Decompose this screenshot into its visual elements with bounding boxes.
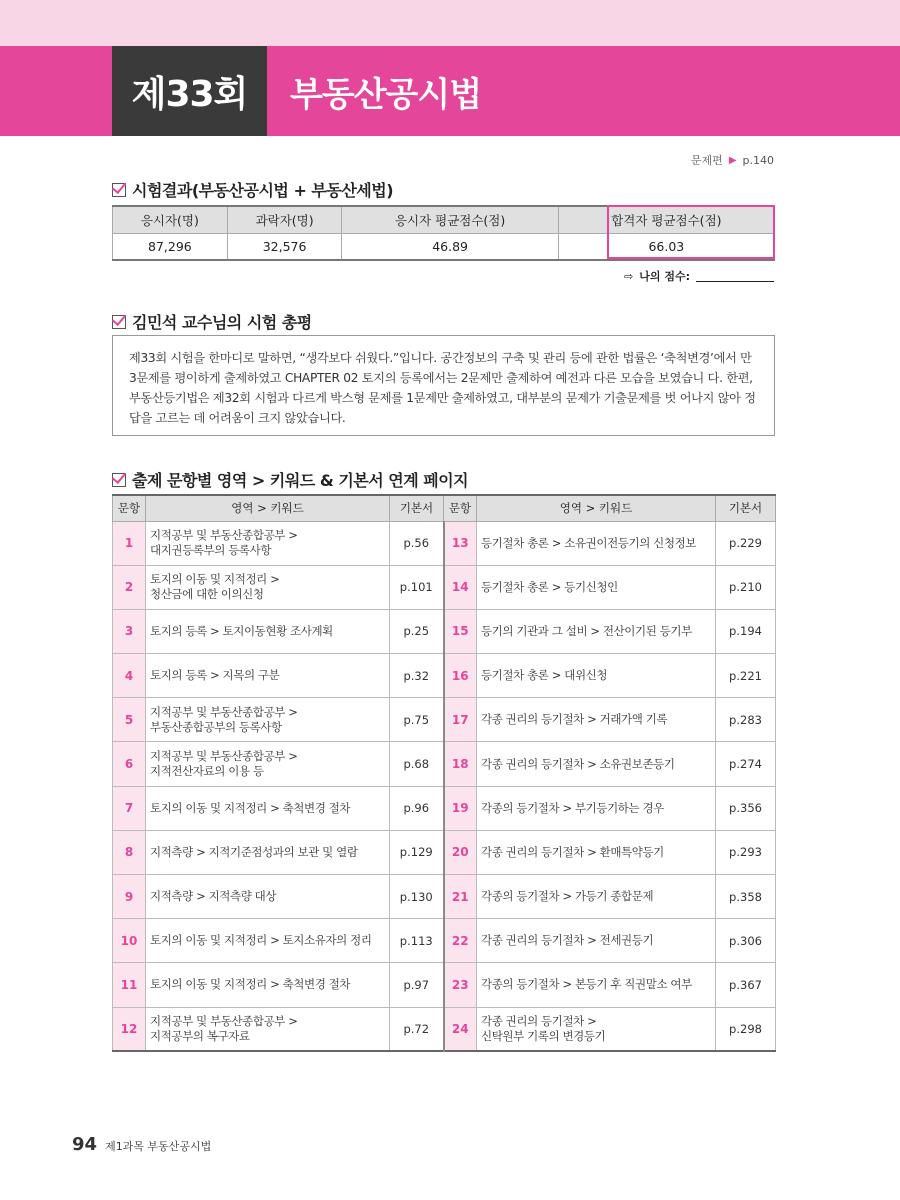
textbook-page: [390, 786, 444, 830]
question-number-text: 15: [451, 624, 469, 639]
question-number: [113, 698, 146, 742]
keyword-cell: [146, 786, 390, 830]
question-number: [444, 742, 477, 786]
question-number: [444, 565, 477, 609]
review-title-text: 김민석 교수님의 시험 총평: [132, 313, 312, 332]
textbook-page: [716, 654, 776, 698]
col-keyword-header: 영역 > 키워드: [477, 495, 716, 521]
question-number: [113, 609, 146, 653]
keyword-cell-text: 각종 권리의 등기절차 > 거래가액 기록: [481, 712, 668, 727]
question-number: [444, 919, 477, 963]
question-number-text: 19: [451, 801, 469, 816]
question-number-text: 24: [451, 1021, 469, 1036]
question-number-text: 23: [451, 977, 469, 992]
question-number-text: 14: [451, 580, 469, 595]
textbook-page-text: p.101: [399, 580, 433, 595]
passer-average-highlight: [607, 205, 775, 259]
question-number: [444, 521, 477, 565]
review-section-title: [112, 310, 312, 333]
keyword-cell: [146, 698, 390, 742]
textbook-page-text: p.56: [403, 536, 430, 551]
question-number: [444, 654, 477, 698]
textbook-page-text: p.229: [729, 536, 762, 551]
textbook-page-text: p.274: [729, 757, 762, 772]
keyword-cell-text: 등기절차 총론 > 소유권이전등기의 신청정보: [481, 535, 697, 550]
keyword-cell: [477, 786, 716, 830]
textbook-page: [390, 609, 444, 653]
keyword-cell-text: 각종 권리의 등기절차 > 전세권등기: [481, 933, 654, 948]
table-row: [113, 875, 776, 919]
keyword-cell: [146, 565, 390, 609]
textbook-page: [716, 742, 776, 786]
keyword-cell: [146, 654, 390, 698]
keyword-cell: [146, 830, 390, 874]
textbook-page-text: p.367: [729, 977, 762, 992]
keyword-cell: [146, 521, 390, 565]
table-row: [113, 1007, 776, 1051]
question-number-text: 16: [451, 668, 469, 683]
keyword-cell-text: 토지의 등록 > 토지이동현황 조사계획: [150, 623, 333, 638]
question-number: [113, 830, 146, 874]
textbook-page: [390, 1007, 444, 1051]
question-number: [113, 1007, 146, 1051]
textbook-page: [390, 742, 444, 786]
triangle-right-icon: ▶: [728, 154, 737, 166]
keyword-cell-text: 지적측량 > 지적측량 대상: [150, 889, 277, 904]
question-number-text: 8: [124, 845, 134, 860]
question-number: [444, 875, 477, 919]
keyword-cell-text: 지적공부 및 부동산종합공부 >: [150, 749, 298, 764]
table-row: [113, 919, 776, 963]
keyword-cell: [477, 742, 716, 786]
textbook-page-text: p.210: [729, 580, 762, 595]
question-number: [444, 698, 477, 742]
my-score-label: 나의 점수:: [639, 270, 690, 283]
keyword-cell-text: 등기의 기관과 그 설비 > 전산이기된 등기부: [481, 623, 692, 638]
mapping-table: [112, 494, 776, 1052]
keyword-cell-text: 대지권등록부의 등록사항: [150, 543, 272, 558]
page-number: 94: [72, 1134, 98, 1155]
question-number: [444, 1007, 477, 1051]
textbook-page: [716, 698, 776, 742]
textbook-page: [716, 609, 776, 653]
col-page-header: 기본서: [716, 495, 776, 521]
question-number-text: 13: [451, 536, 469, 551]
question-number-text: 22: [451, 933, 469, 948]
question-number: [113, 875, 146, 919]
table-row: [113, 698, 776, 742]
keyword-cell-text: 지적측량 > 지적기준점성과의 보관 및 열람: [150, 844, 358, 859]
textbook-page: [716, 1007, 776, 1051]
keyword-cell: [477, 654, 716, 698]
table-row: [113, 742, 776, 786]
results-section-title: [112, 178, 393, 201]
question-number-text: 4: [124, 668, 134, 683]
keyword-cell: [477, 698, 716, 742]
textbook-page-text: p.113: [399, 933, 433, 948]
textbook-page: [390, 830, 444, 874]
col-num-header: 문항: [113, 495, 146, 521]
question-number-text: 6: [124, 757, 134, 772]
keyword-cell: [146, 963, 390, 1007]
results-header: 합격자 평균점수(점): [558, 206, 774, 233]
mapping-header-row: [113, 495, 776, 521]
question-number-text: 11: [120, 977, 138, 992]
results-header: 응시자(명): [113, 206, 228, 233]
keyword-cell: [477, 830, 716, 874]
question-number-text: 7: [124, 801, 134, 816]
ref-page: p.140: [742, 153, 774, 167]
textbook-page-text: p.68: [403, 757, 430, 772]
keyword-cell: [477, 565, 716, 609]
keyword-cell-text: 지적공부의 복구자료: [150, 1028, 250, 1043]
my-score: [624, 268, 774, 284]
question-number-text: 2: [124, 580, 134, 595]
textbook-page: [390, 919, 444, 963]
textbook-page-text: p.356: [729, 801, 762, 816]
question-number: [113, 919, 146, 963]
page-footer: [72, 1134, 211, 1155]
checkbox-icon: [112, 315, 126, 329]
textbook-page-text: p.194: [729, 624, 762, 639]
question-number-text: 20: [451, 845, 469, 860]
results-header: 과락자(명): [227, 206, 342, 233]
keyword-cell: [146, 1007, 390, 1051]
question-number: [113, 742, 146, 786]
review-text: 제33회 시험을 한마디로 말하면, “생각보다 쉬웠다.”입니다. 공간정보의 구축 및 관리 등에 관한 법률은 ‘축척변경’에서 만 3문제를 평이하게 출제하였고 CHAPTER 02 토지의 등록에서는 2문제만 출제하여 예전과 다른 모습을 보였습니 다. 한편, 부동산등기법은 제32회 시험과 다르게 박스형 문제를 1문제만 출제하였고, 대부분의 문제가 기출문제를 벗 어나지 않아 정답을 고르는 데 어려움이 크지 않았습니다.: [129, 351, 756, 425]
table-row: [113, 521, 776, 565]
problem-reference: [691, 152, 774, 168]
keyword-cell-text: 토지의 등록 > 지목의 구분: [150, 668, 280, 683]
textbook-page: [716, 919, 776, 963]
question-number-text: 10: [120, 933, 138, 948]
keyword-cell: [477, 875, 716, 919]
keyword-cell: [477, 609, 716, 653]
col-num-header: 문항: [444, 495, 477, 521]
keyword-cell-text: 지적공부 및 부동산종합공부 >: [150, 1013, 298, 1028]
keyword-cell-text: 청산금에 대한 이의신청: [150, 587, 264, 602]
question-number: [444, 786, 477, 830]
textbook-page-text: p.96: [403, 801, 430, 816]
table-row: [113, 830, 776, 874]
textbook-page-text: p.75: [403, 712, 430, 727]
question-number: [113, 565, 146, 609]
textbook-page: [716, 521, 776, 565]
textbook-page-text: p.358: [729, 889, 762, 904]
mapping-title-text: 출제 문항별 영역 > 키워드 & 기본서 연계 페이지: [132, 471, 469, 490]
results-title-text: 시험결과(부동산공시법 + 부동산세법): [132, 181, 394, 200]
textbook-page-text: p.32: [403, 668, 430, 683]
col-page-header: 기본서: [390, 495, 444, 521]
results-header: 응시자 평균점수(점): [342, 206, 558, 233]
textbook-page: [716, 963, 776, 1007]
keyword-cell: [477, 1007, 716, 1051]
question-number: [113, 963, 146, 1007]
textbook-page-text: p.130: [399, 889, 433, 904]
col-keyword-header: 영역 > 키워드: [146, 495, 390, 521]
keyword-cell-text: 등기절차 총론 > 대위신청: [481, 668, 608, 683]
checkbox-icon: [112, 473, 126, 487]
top-stripe: [0, 0, 900, 46]
question-number: [113, 786, 146, 830]
question-number: [444, 830, 477, 874]
results-value: 46.89: [342, 233, 558, 260]
ref-label: 문제편: [690, 154, 723, 167]
keyword-cell-text: 토지의 이동 및 지적정리 >: [150, 572, 280, 587]
textbook-page-text: p.129: [399, 845, 433, 860]
results-value: 87,296: [113, 233, 228, 260]
mapping-section-title: [112, 468, 468, 491]
keyword-cell: [146, 919, 390, 963]
textbook-page: [390, 875, 444, 919]
question-number-text: 3: [124, 624, 134, 639]
keyword-cell-text: 각종 권리의 등기절차 > 환매특약등기: [481, 844, 664, 859]
textbook-page-text: p.306: [729, 933, 762, 948]
question-number-text: 5: [124, 712, 134, 727]
textbook-page: [716, 875, 776, 919]
footer-text: 제1과목 부동산공시법: [105, 1140, 212, 1153]
textbook-page: [716, 565, 776, 609]
keyword-cell-text: 지적공부 및 부동산종합공부 >: [150, 704, 298, 719]
keyword-cell: [146, 742, 390, 786]
textbook-page: [390, 521, 444, 565]
keyword-cell-text: 각종의 등기절차 > 본등기 후 직권말소 여부: [481, 977, 692, 992]
keyword-cell: [146, 609, 390, 653]
table-row: [113, 565, 776, 609]
keyword-cell-text: 부동산종합공부의 등록사항: [150, 719, 282, 734]
keyword-cell-text: 신탁원부 기록의 변경등기: [481, 1028, 606, 1043]
keyword-cell: [146, 875, 390, 919]
keyword-cell-text: 토지의 이동 및 지적정리 > 축척변경 절차: [150, 800, 351, 815]
textbook-page: [716, 830, 776, 874]
arrow-icon: ⇨: [624, 269, 634, 283]
review-box: [112, 335, 775, 436]
keyword-cell-text: 각종 권리의 등기절차 >: [481, 1013, 597, 1028]
question-number-text: 12: [120, 1021, 138, 1036]
question-number: [113, 654, 146, 698]
question-number: [444, 963, 477, 1007]
subject-title: 부동산공시법: [290, 74, 482, 115]
question-number-text: 1: [124, 536, 134, 551]
textbook-page: [390, 963, 444, 1007]
round-label: 제33회: [112, 46, 267, 136]
keyword-cell-text: 등기절차 총론 > 등기신청인: [481, 579, 618, 594]
textbook-page: [390, 698, 444, 742]
keyword-cell: [477, 521, 716, 565]
textbook-page: [390, 654, 444, 698]
keyword-cell-text: 각종의 등기절차 > 부기등기하는 경우: [481, 800, 664, 815]
question-number: [113, 521, 146, 565]
question-number: [444, 609, 477, 653]
checkbox-icon: [112, 183, 126, 197]
keyword-cell: [477, 919, 716, 963]
textbook-page-text: p.72: [403, 1021, 430, 1036]
table-row: [113, 963, 776, 1007]
keyword-cell: [477, 963, 716, 1007]
textbook-page-text: p.221: [729, 668, 762, 683]
textbook-page-text: p.25: [403, 624, 430, 639]
keyword-cell-text: 각종 권리의 등기절차 > 소유권보존등기: [481, 756, 675, 771]
table-row: [113, 609, 776, 653]
textbook-page-text: p.293: [729, 845, 762, 860]
my-score-blank[interactable]: [696, 271, 774, 282]
table-row: [113, 786, 776, 830]
keyword-cell-text: 지적공부 및 부동산종합공부 >: [150, 528, 298, 543]
textbook-page: [716, 786, 776, 830]
textbook-page-text: p.97: [403, 977, 430, 992]
question-number-text: 18: [451, 757, 469, 772]
results-value: 66.03: [558, 233, 774, 260]
question-number-text: 17: [451, 712, 469, 727]
keyword-cell-text: 토지의 이동 및 지적정리 > 축척변경 절차: [150, 977, 351, 992]
keyword-cell-text: 토지의 이동 및 지적정리 > 토지소유자의 정리: [150, 933, 372, 948]
textbook-page: [390, 565, 444, 609]
textbook-page-text: p.298: [729, 1021, 762, 1036]
question-number-text: 21: [451, 889, 469, 904]
results-value: 32,576: [227, 233, 342, 260]
textbook-page-text: p.283: [729, 712, 762, 727]
question-number-text: 9: [124, 889, 134, 904]
keyword-cell-text: 지적전산자료의 이용 등: [150, 764, 264, 779]
table-row: [113, 654, 776, 698]
keyword-cell-text: 각종의 등기절차 > 가등기 종합문제: [481, 889, 654, 904]
